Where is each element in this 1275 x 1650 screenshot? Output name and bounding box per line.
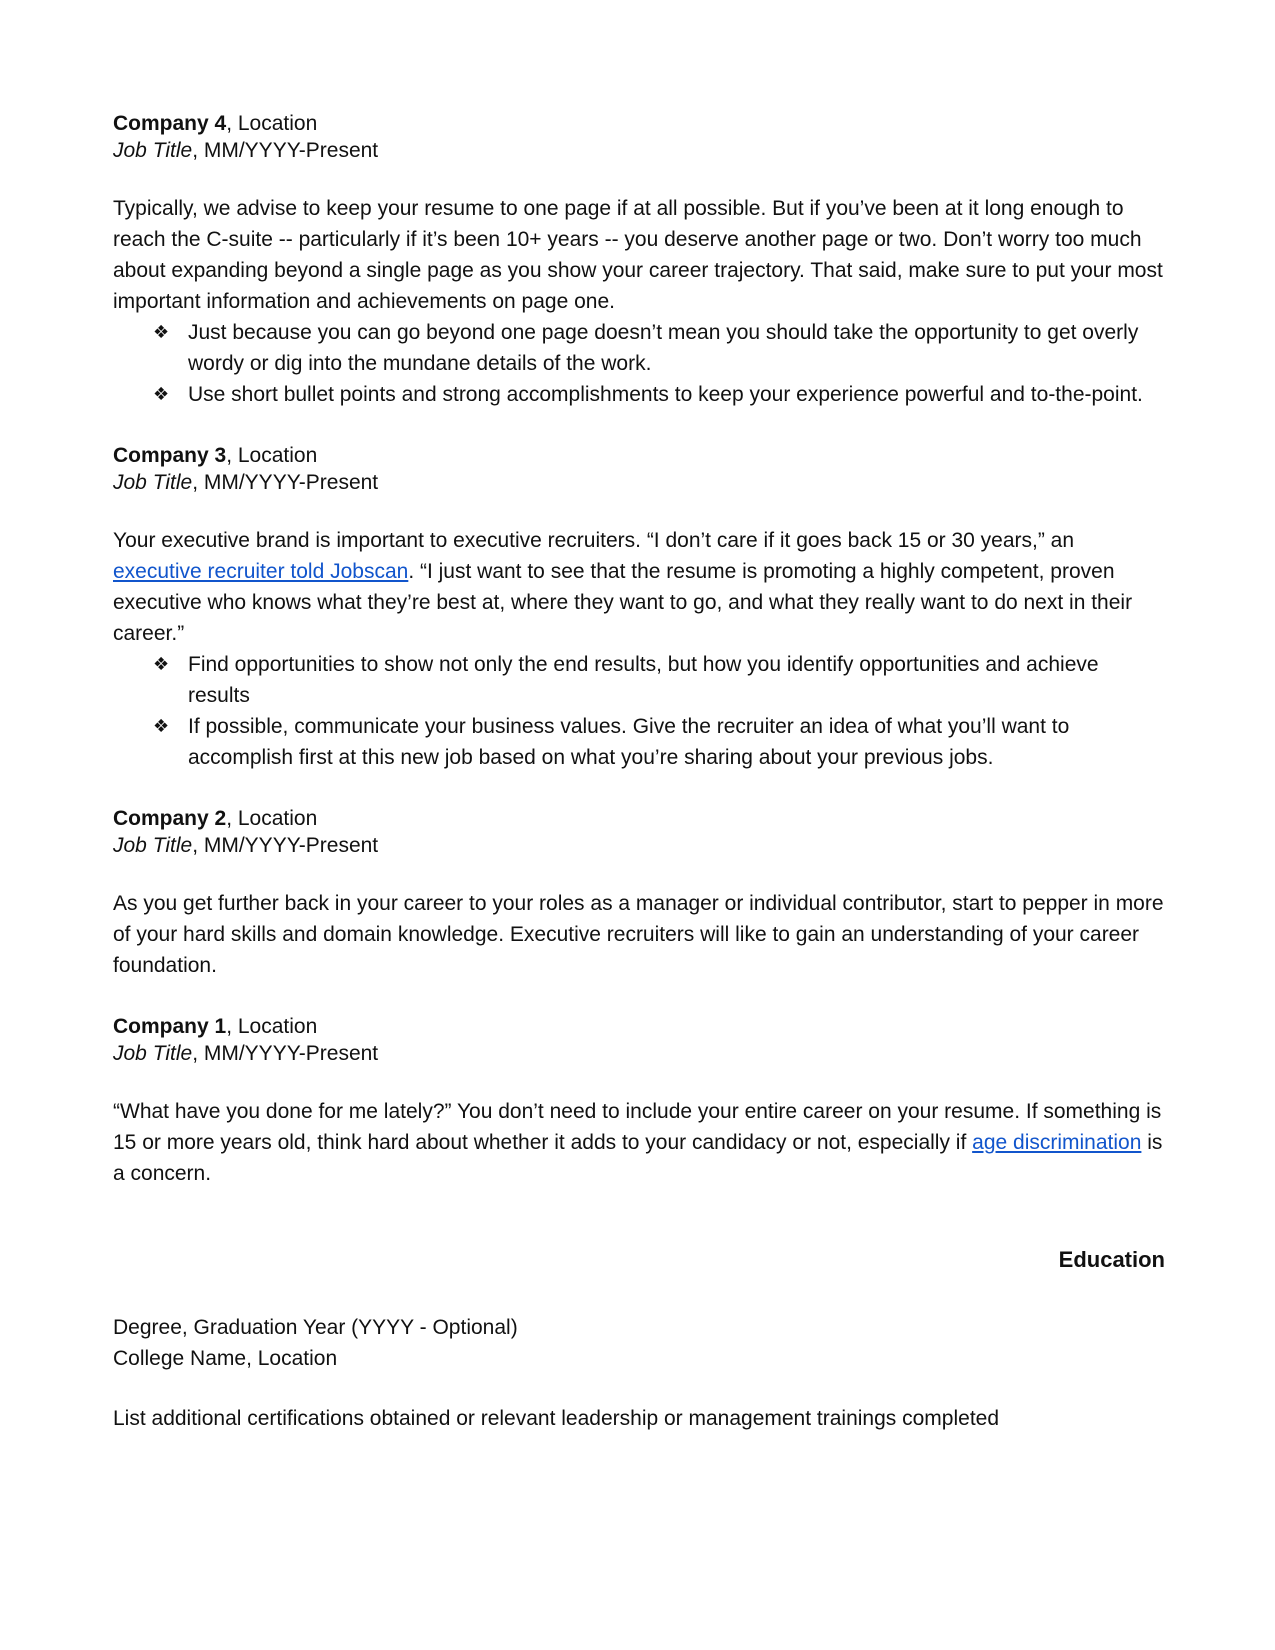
job-line (113, 469, 1165, 496)
education-heading: Education (1058, 1247, 1165, 1272)
spacer (113, 773, 1165, 805)
bullet-item (113, 317, 1165, 379)
job-dates: , MM/YYYY-Present (192, 1042, 379, 1065)
company-location: , Location (226, 112, 318, 135)
diamond-bullet-icon: ❖ (153, 654, 170, 675)
job-title: Job Title (113, 471, 193, 494)
job-dates: , MM/YYYY-Present (192, 834, 379, 857)
experience-entry-company-1 (113, 1013, 1165, 1189)
company-line (113, 442, 1165, 469)
job-dates: , MM/YYYY-Present (192, 471, 379, 494)
spacer (113, 981, 1165, 1013)
job-line (113, 1040, 1165, 1067)
experience-entry-company-2 (113, 805, 1165, 981)
spacer (113, 1189, 1165, 1245)
job-title: Job Title (113, 139, 193, 162)
company-location: , Location (226, 807, 318, 830)
company-location: , Location (226, 1015, 318, 1038)
diamond-bullet-icon: ❖ (153, 384, 170, 405)
bullet-text: Find opportunities to show not only the end results, but how you identify opportunities and achieve results (188, 653, 1099, 707)
bullet-text: Use short bullet points and strong accomplishments to keep your experience powerful and to-the-point. (188, 383, 1143, 406)
bullet-item (113, 379, 1165, 410)
bullet-text: Just because you can go beyond one page doesn’t mean you should take the opportunity to get overly wordy or dig into the mundane details of the work. (188, 321, 1139, 375)
paragraph-text-after: . “I just want to see that the resume is promoting a highly competent, proven executive who knows what they’re best at, where they want to go, and what they really want to do next in their career.” (113, 560, 1133, 645)
company-name: Company 1 (113, 1015, 227, 1038)
bullet-item (113, 711, 1165, 773)
paragraph-text-before: “What have you done for me lately?” You don’t need to include your entire career on your resume. If something is 15 or more years old, think hard about whether it adds to your candidacy or not, especially if (113, 1100, 1162, 1154)
job-line (113, 137, 1165, 164)
bullet-text: If possible, communicate your business values. Give the recruiter an idea of what you’ll want to accomplish first at this new job based on what you’re sharing about your previous jobs. (188, 715, 1070, 769)
jobscan-recruiter-link[interactable]: executive recruiter told Jobscan (113, 560, 409, 583)
education-entry (113, 1312, 1165, 1374)
college-line: College Name, Location (113, 1347, 338, 1370)
document-content (113, 110, 1165, 1434)
company-name: Company 4 (113, 112, 227, 135)
company-line (113, 1013, 1165, 1040)
diamond-bullet-icon: ❖ (153, 716, 170, 737)
entry-paragraph: Typically, we advise to keep your resume to one page if at all possible. But if you’ve been at it long enough to reach the C-suite -- particularly if it’s been 10+ years -- you deserve another page or two. Don’t worry too much about expanding beyond a single page as you show your career trajectory. That said, make sure to put your most important information and achievements on page one. (113, 197, 1163, 313)
company-name: Company 2 (113, 807, 227, 830)
bullet-list (113, 317, 1165, 410)
job-line (113, 832, 1165, 859)
job-dates: , MM/YYYY-Present (192, 139, 379, 162)
company-line (113, 805, 1165, 832)
experience-entry-company-3 (113, 442, 1165, 773)
age-discrimination-link[interactable]: age discrimination (972, 1131, 1142, 1154)
degree-line: Degree, Graduation Year (YYYY - Optional) (113, 1316, 518, 1339)
bullet-item (113, 649, 1165, 711)
company-name: Company 3 (113, 444, 227, 467)
company-location: , Location (226, 444, 318, 467)
paragraph-text-after: is a concern. (113, 1131, 1163, 1185)
company-line (113, 110, 1165, 137)
spacer (113, 410, 1165, 442)
experience-entry-company-4 (113, 110, 1165, 410)
certifications-line: List additional certifications obtained or relevant leadership or management trainings completed (113, 1407, 1000, 1430)
paragraph-text-before: Your executive brand is important to executive recruiters. “I don’t care if it goes back 15 or 30 years,” an (113, 529, 1075, 552)
bullet-list (113, 649, 1165, 773)
entry-paragraph (113, 1096, 1165, 1189)
entry-paragraph: As you get further back in your career to your roles as a manager or individual contributor, start to pepper in more of your hard skills and domain knowledge. Executive recruiters will like to gain an understanding of your career foundation. (113, 892, 1164, 977)
job-title: Job Title (113, 1042, 193, 1065)
job-title: Job Title (113, 834, 193, 857)
entry-paragraph (113, 525, 1165, 649)
diamond-bullet-icon: ❖ (153, 322, 170, 343)
